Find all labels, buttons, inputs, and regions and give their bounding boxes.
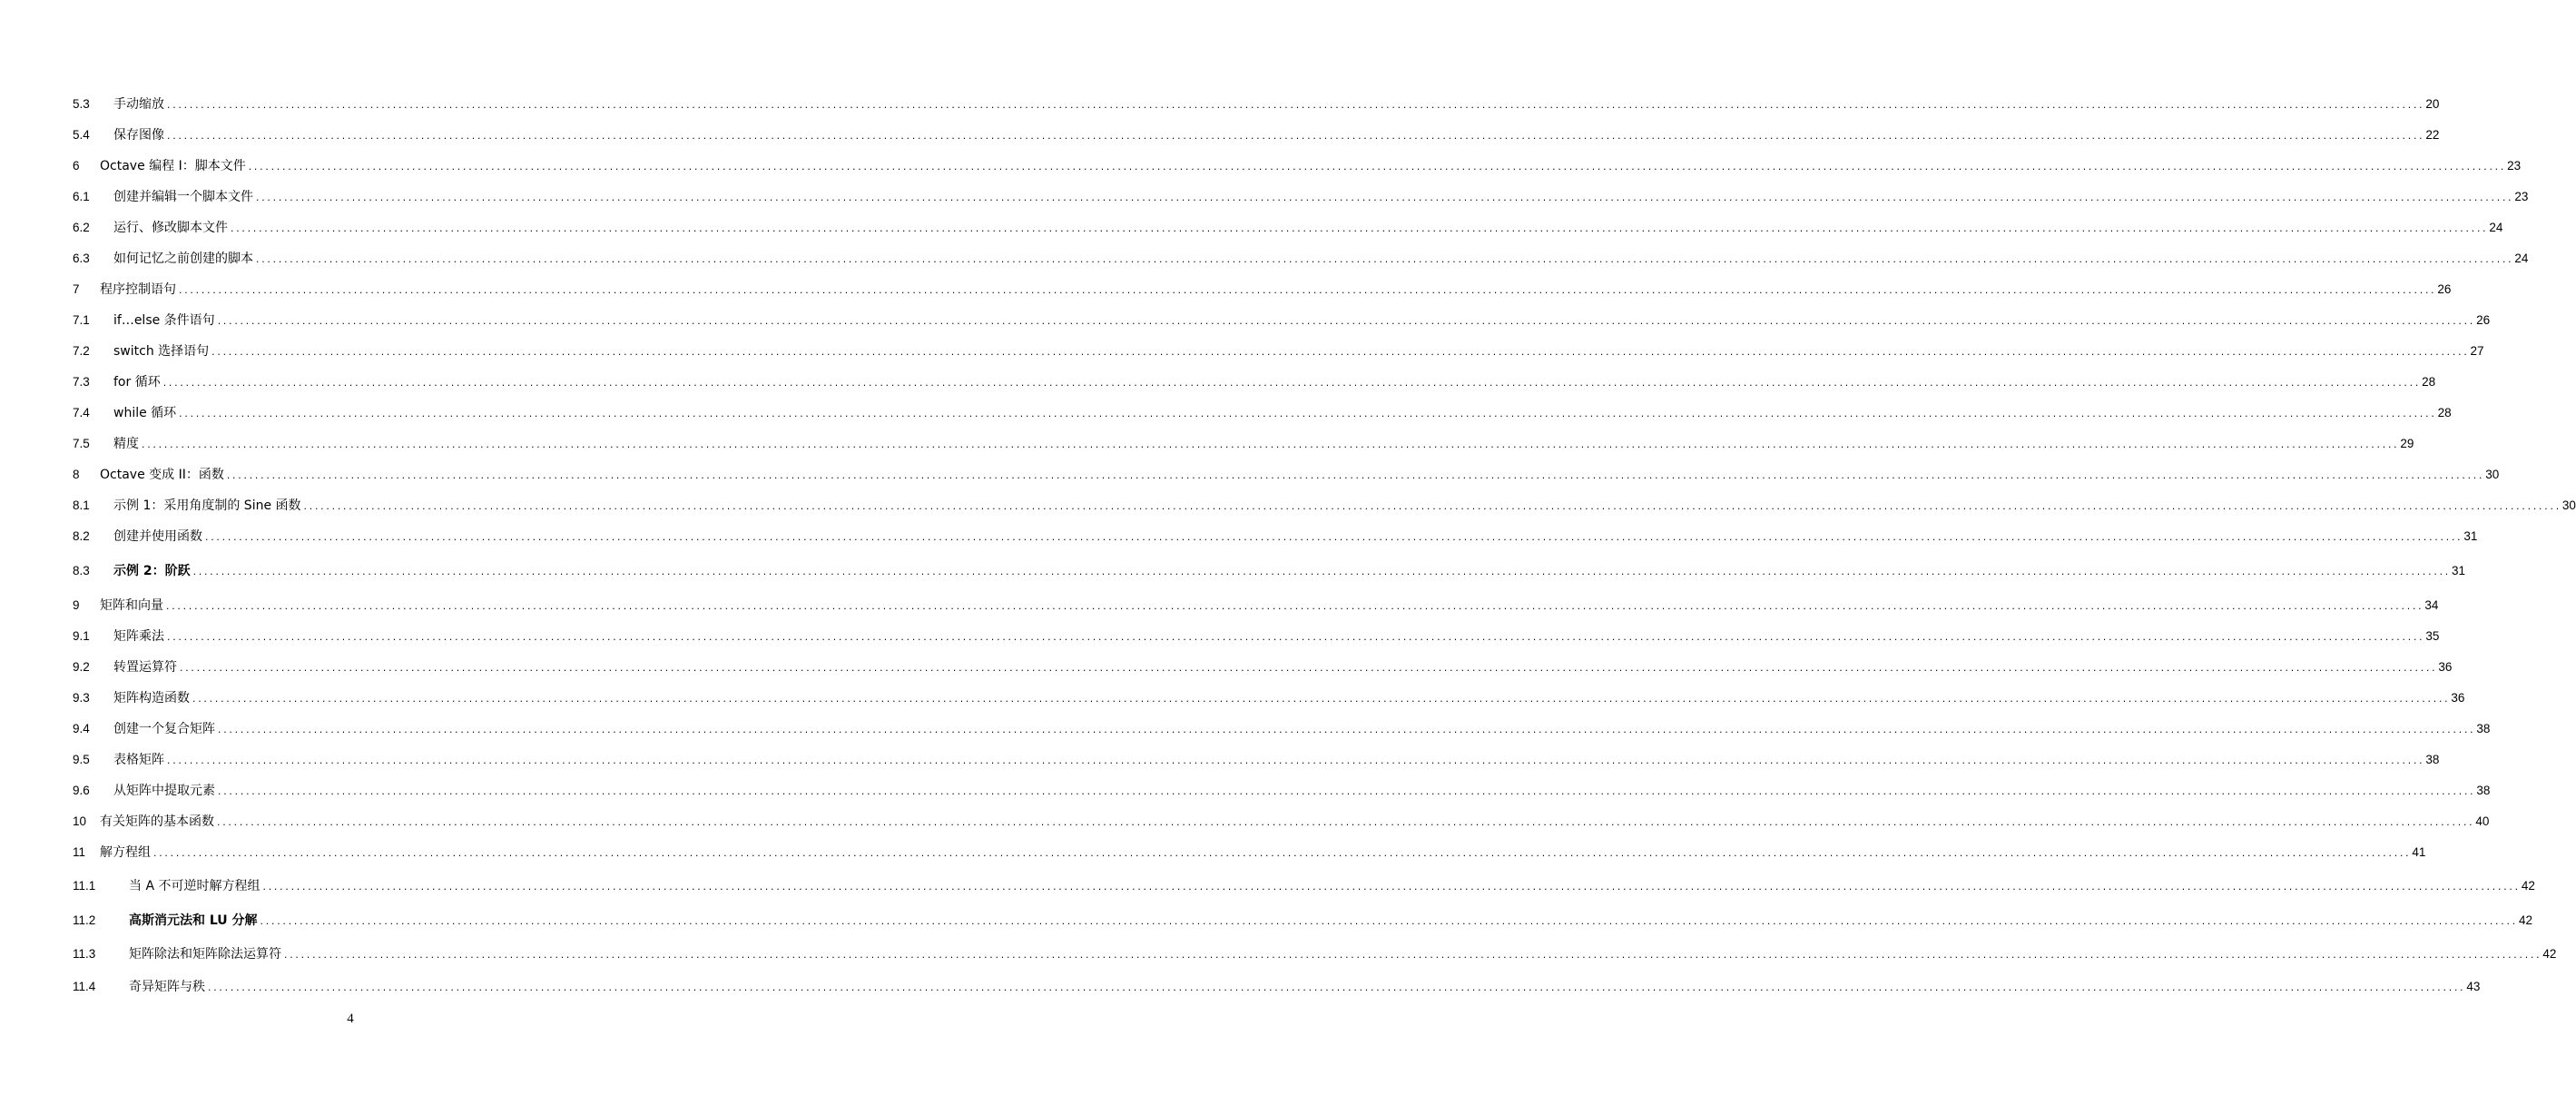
dot-leader: ................................................................................................................................................................................................................................................................................................................................................................................................................ xyxy=(216,819,2474,828)
toc-entry-number: 9.4 xyxy=(73,722,90,735)
toc-entry[interactable] xyxy=(73,212,2503,243)
toc-entry-number: 7.1 xyxy=(73,313,90,327)
toc-entry-number: 11.2 xyxy=(73,913,96,927)
toc-entry[interactable] xyxy=(73,745,2440,775)
toc-entry-title: 矩阵和向量 xyxy=(100,598,163,613)
toc-entry-number: 7.2 xyxy=(73,344,90,358)
toc-entry[interactable] xyxy=(73,937,2557,972)
toc-entry-page: 22 xyxy=(2425,128,2440,142)
toc-entry-page: 36 xyxy=(2451,691,2465,705)
toc-entry-number: 7.5 xyxy=(73,437,90,450)
toc-entry-title: 创建并编辑一个脚本文件 xyxy=(113,190,253,204)
toc-entry-title: 表格矩阵 xyxy=(113,753,164,767)
dot-leader: ................................................................................................................................................................................................................................................................................................................................................................................................................ xyxy=(255,256,2513,265)
toc-entry[interactable] xyxy=(73,868,2535,904)
toc-entry-title: 有关矩阵的基本函数 xyxy=(100,814,214,829)
toc-entry-title: 示例 1：采用角度制的 Sine 函数 xyxy=(113,498,301,513)
toc-entry-title: 创建一个复合矩阵 xyxy=(113,722,215,736)
dot-leader: ................................................................................................................................................................................................................................................................................................................................................................................................................ xyxy=(141,441,2399,450)
toc-entry-number: 11.1 xyxy=(73,879,96,893)
toc-entry-number: 5.3 xyxy=(73,97,90,111)
toc-entry-title: 矩阵乘法 xyxy=(113,629,164,644)
toc-entry[interactable] xyxy=(73,552,2466,590)
toc-entry[interactable] xyxy=(73,806,2490,837)
table-of-contents xyxy=(73,89,2576,1002)
toc-entry-number: 6.2 xyxy=(73,221,90,234)
toc-entry-title: 创建并使用函数 xyxy=(113,529,202,544)
dot-leader: ................................................................................................................................................................................................................................................................................................................................................................................................................ xyxy=(259,918,2517,927)
dot-leader: ................................................................................................................................................................................................................................................................................................................................................................................................................ xyxy=(178,287,2436,296)
toc-entry-page: 29 xyxy=(2400,437,2414,450)
toc-entry-page: 35 xyxy=(2425,629,2440,643)
toc-entry-page: 42 xyxy=(2521,879,2535,893)
toc-entry-page: 36 xyxy=(2438,660,2453,674)
toc-entry-number: 9.5 xyxy=(73,753,90,766)
dot-leader: ................................................................................................................................................................................................................................................................................................................................................................................................................ xyxy=(166,757,2424,766)
toc-entry[interactable] xyxy=(73,305,2491,336)
toc-entry-title: 从矩阵中提取元素 xyxy=(113,784,215,798)
toc-entry-number: 7 xyxy=(73,282,80,296)
toc-entry-page: 31 xyxy=(2463,529,2478,543)
toc-entry[interactable] xyxy=(73,274,2452,305)
toc-entry-page: 38 xyxy=(2425,753,2440,766)
toc-entry-page: 31 xyxy=(2452,564,2466,577)
toc-entry[interactable] xyxy=(73,714,2491,745)
toc-entry-title: 解方程组 xyxy=(100,845,151,860)
dot-leader: ................................................................................................................................................................................................................................................................................................................................................................................................................ xyxy=(302,503,2561,512)
dot-leader: ................................................................................................................................................................................................................................................................................................................................................................................................................ xyxy=(217,726,2475,735)
toc-entry-page: 41 xyxy=(2412,845,2426,859)
dot-leader: ................................................................................................................................................................................................................................................................................................................................................................................................................ xyxy=(166,133,2424,142)
dot-leader: ................................................................................................................................................................................................................................................................................................................................................................................................................ xyxy=(192,568,2451,577)
dot-leader: ................................................................................................................................................................................................................................................................................................................................................................................................................ xyxy=(166,634,2424,643)
toc-entry[interactable] xyxy=(73,89,2440,120)
dot-leader: ................................................................................................................................................................................................................................................................................................................................................................................................................ xyxy=(192,696,2450,705)
toc-entry-number: 7.4 xyxy=(73,406,90,419)
toc-entry-title: 如何记忆之前创建的脚本 xyxy=(113,252,253,266)
toc-entry-number: 11 xyxy=(73,845,86,859)
dot-leader: ................................................................................................................................................................................................................................................................................................................................................................................................................ xyxy=(162,380,2421,389)
toc-entry-title: 矩阵构造函数 xyxy=(113,691,190,706)
dot-leader: ................................................................................................................................................................................................................................................................................................................................................................................................................ xyxy=(225,472,2484,481)
toc-entry[interactable] xyxy=(73,621,2440,652)
toc-entry-title: 示例 2：阶跃 xyxy=(113,564,191,578)
toc-entry-page: 38 xyxy=(2476,722,2491,735)
toc-entry[interactable] xyxy=(73,182,2529,212)
toc-entry-page: 34 xyxy=(2424,598,2439,612)
toc-entry-title: 高斯消元法和 LU 分解 xyxy=(129,913,258,928)
toc-entry[interactable] xyxy=(73,490,2576,521)
dot-leader: ................................................................................................................................................................................................................................................................................................................................................................................................................ xyxy=(216,318,2475,327)
toc-entry-number: 9.1 xyxy=(73,629,90,643)
toc-entry[interactable] xyxy=(73,652,2453,683)
toc-entry-number: 6.1 xyxy=(73,190,90,203)
toc-entry-number: 9 xyxy=(73,598,80,612)
toc-entry-title: 奇异矩阵与秩 xyxy=(129,980,205,994)
toc-entry-title: while 循环 xyxy=(113,406,177,420)
toc-entry-page: 30 xyxy=(2561,498,2576,512)
toc-entry[interactable] xyxy=(73,367,2436,398)
dot-leader: ................................................................................................................................................................................................................................................................................................................................................................................................................ xyxy=(165,603,2424,612)
toc-entry-page: 24 xyxy=(2514,252,2529,265)
toc-entry-number: 9.2 xyxy=(73,660,90,674)
toc-entry-number: 8.3 xyxy=(73,564,90,577)
toc-entry-number: 8.1 xyxy=(73,498,90,512)
dot-leader: ................................................................................................................................................................................................................................................................................................................................................................................................................ xyxy=(204,534,2463,543)
toc-entry-title: Octave 编程 I：脚本文件 xyxy=(100,159,246,173)
toc-entry-page: 23 xyxy=(2514,190,2529,203)
toc-entry-page: 43 xyxy=(2466,980,2481,993)
toc-entry[interactable] xyxy=(73,151,2522,182)
dot-leader: ................................................................................................................................................................................................................................................................................................................................................................................................................ xyxy=(211,349,2469,358)
toc-entry-page: 40 xyxy=(2475,814,2490,828)
toc-entry-number: 10 xyxy=(73,814,87,828)
toc-entry-title: switch 选择语句 xyxy=(113,344,210,359)
toc-entry-page: 26 xyxy=(2476,313,2491,327)
toc-entry-title: 当 A 不可逆时解方程组 xyxy=(129,879,261,893)
toc-entry[interactable] xyxy=(73,972,2481,1002)
dot-leader: ................................................................................................................................................................................................................................................................................................................................................................................................................ xyxy=(247,163,2506,173)
toc-entry-number: 11.4 xyxy=(73,980,96,993)
toc-entry-page: 28 xyxy=(2422,375,2436,389)
toc-entry-number: 8.2 xyxy=(73,529,90,543)
toc-entry[interactable] xyxy=(73,590,2439,621)
dot-leader: ................................................................................................................................................................................................................................................................................................................................................................................................................ xyxy=(283,952,2542,961)
toc-entry-number: 9.3 xyxy=(73,691,90,705)
toc-entry-page: 27 xyxy=(2470,344,2484,358)
toc-entry[interactable] xyxy=(73,336,2484,367)
toc-entry[interactable] xyxy=(73,459,2500,490)
toc-entry-page: 26 xyxy=(2437,282,2452,296)
toc-entry-page: 42 xyxy=(2542,947,2557,961)
dot-leader: ................................................................................................................................................................................................................................................................................................................................................................................................................ xyxy=(166,102,2424,111)
toc-entry-page: 38 xyxy=(2476,784,2491,797)
toc-entry[interactable] xyxy=(73,429,2414,459)
toc-entry[interactable] xyxy=(73,120,2440,151)
toc-entry-title: 矩阵除法和矩阵除法运算符 xyxy=(129,947,281,962)
toc-entry[interactable] xyxy=(73,775,2491,806)
toc-entry-page: 23 xyxy=(2507,159,2522,173)
toc-entry-title: 精度 xyxy=(113,437,139,451)
toc-entry-title: 转置运算符 xyxy=(113,660,177,675)
toc-entry-title: Octave 变成 II：函数 xyxy=(100,468,224,482)
toc-entry[interactable] xyxy=(73,243,2529,274)
dot-leader: ................................................................................................................................................................................................................................................................................................................................................................................................................ xyxy=(255,194,2513,203)
toc-entry[interactable] xyxy=(73,398,2452,429)
toc-entry-number: 11.3 xyxy=(73,947,96,961)
toc-entry-title: 程序控制语句 xyxy=(100,282,176,297)
toc-entry-page: 24 xyxy=(2489,221,2503,234)
toc-entry-page: 28 xyxy=(2437,406,2452,419)
toc-entry-title: if…else 条件语句 xyxy=(113,313,215,328)
toc-entry[interactable] xyxy=(73,837,2426,868)
toc-entry-number: 6 xyxy=(73,159,80,173)
toc-entry-number: 9.6 xyxy=(73,784,90,797)
page-number: 4 xyxy=(347,1011,354,1026)
toc-entry-title: 运行、修改脚本文件 xyxy=(113,221,228,235)
toc-entry-page: 42 xyxy=(2518,913,2532,927)
dot-leader: ................................................................................................................................................................................................................................................................................................................................................................................................................ xyxy=(178,410,2436,419)
dot-leader: ................................................................................................................................................................................................................................................................................................................................................................................................................ xyxy=(230,225,2488,234)
toc-entry-title: 手动缩放 xyxy=(113,97,164,112)
toc-entry[interactable] xyxy=(73,904,2532,937)
dot-leader: ................................................................................................................................................................................................................................................................................................................................................................................................................ xyxy=(261,883,2520,893)
toc-entry-page: 30 xyxy=(2485,468,2500,481)
dot-leader: ................................................................................................................................................................................................................................................................................................................................................................................................................ xyxy=(179,665,2437,674)
toc-entry-number: 6.3 xyxy=(73,252,90,265)
dot-leader: ................................................................................................................................................................................................................................................................................................................................................................................................................ xyxy=(152,850,2411,859)
dot-leader: ................................................................................................................................................................................................................................................................................................................................................................................................................ xyxy=(207,984,2465,993)
toc-entry-number: 7.3 xyxy=(73,375,90,389)
toc-entry-title: 保存图像 xyxy=(113,128,164,143)
toc-entry-page: 20 xyxy=(2425,97,2440,111)
toc-entry[interactable] xyxy=(73,521,2478,552)
dot-leader: ................................................................................................................................................................................................................................................................................................................................................................................................................ xyxy=(217,788,2475,797)
toc-entry-title: for 循环 xyxy=(113,375,161,390)
toc-entry[interactable] xyxy=(73,683,2465,714)
toc-entry-number: 8 xyxy=(73,468,80,481)
toc-entry-number: 5.4 xyxy=(73,128,90,142)
